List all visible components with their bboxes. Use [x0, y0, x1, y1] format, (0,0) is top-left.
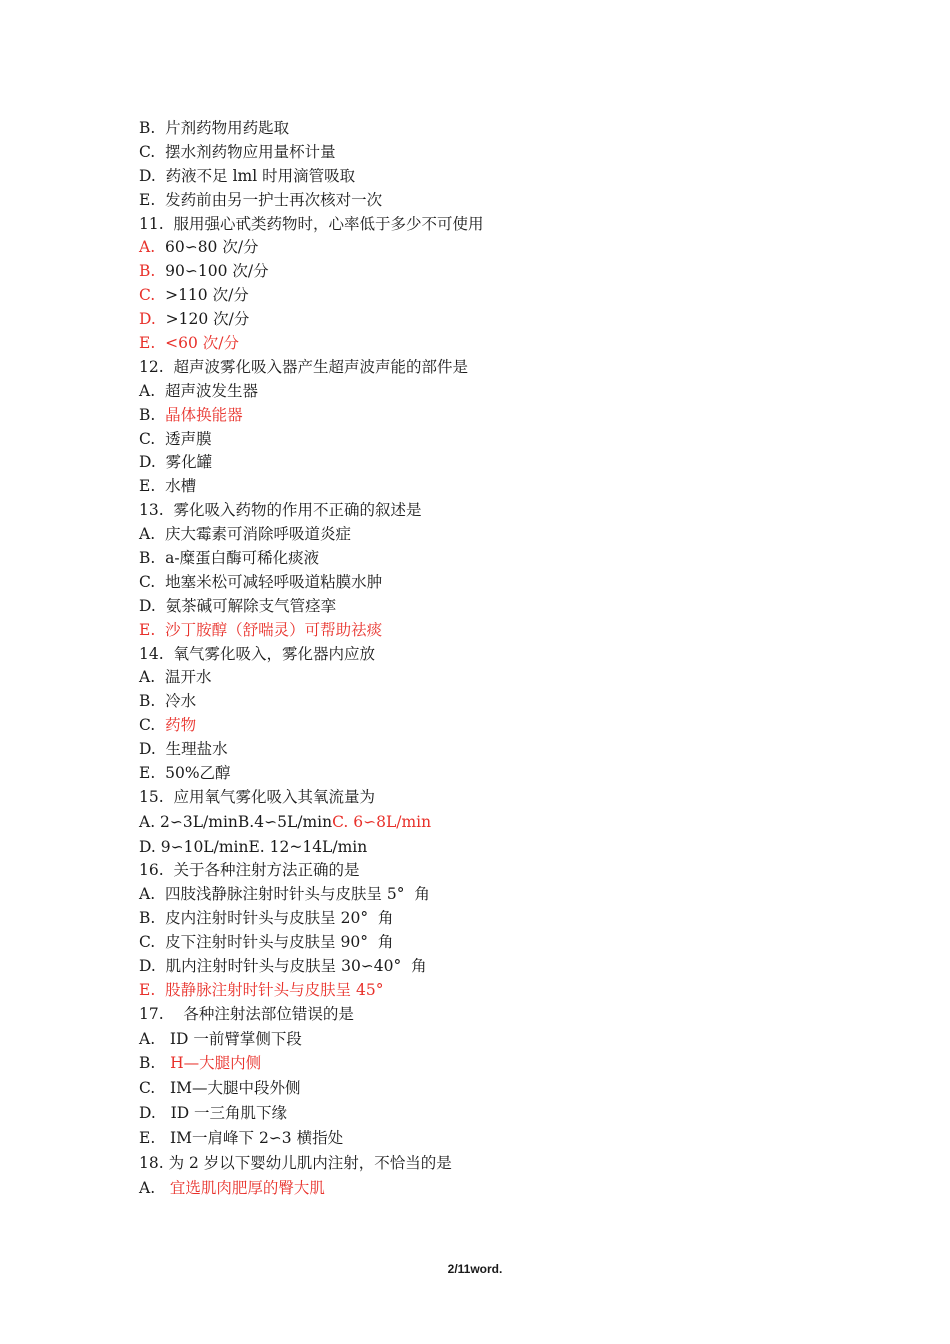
line-text: D. 9∽10L/minE. 12~14L/min — [139, 837, 368, 856]
text-line — [139, 404, 899, 428]
text-line — [139, 931, 899, 955]
text-line — [139, 356, 899, 380]
answer-text: H—大腿内侧 — [170, 1054, 262, 1073]
line-text: A. ID 一前臂掌侧下段 — [139, 1029, 302, 1048]
text-line — [139, 690, 899, 714]
text-line — [139, 786, 899, 810]
text-line — [139, 380, 899, 404]
line-text: C. 地塞米松可减轻呼吸道粘膜水肿 — [139, 572, 383, 591]
line-text: C. 透声膜 — [139, 429, 212, 448]
line-text: A. 四肢浅静脉注射时针头与皮肤呈 5° 角 — [139, 885, 430, 904]
line-text: A. 温开水 — [139, 668, 212, 687]
line-text: D. 生理盐水 — [139, 740, 228, 759]
text-line — [139, 236, 899, 260]
answer-text: C. — [139, 286, 156, 305]
line-text: 90∽100 次/分 — [155, 262, 269, 281]
text-line — [139, 332, 899, 356]
text-line — [139, 714, 899, 738]
text-line — [139, 165, 899, 189]
line-text: 16. 关于各种注射方法正确的是 — [139, 861, 360, 880]
line-text: 60∽80 次/分 — [155, 238, 259, 257]
line-text: C. IM—大腿中段外侧 — [139, 1079, 301, 1098]
line-text: >110 次/分 — [155, 286, 249, 305]
answer-text: 宜选肌肉肥厚的臀大肌 — [169, 1179, 325, 1198]
line-text: B. — [139, 405, 166, 424]
line-text: D. 肌内注射时针头与皮肤呈 30∽40° 角 — [139, 956, 427, 975]
line-text: 11. 服用强心甙类药物时，心率低于多少不可使用 — [139, 214, 484, 233]
answer-text: E. 股静脉注射时针头与皮肤呈 45° — [139, 980, 384, 999]
answer-text: C. 6∽8L/min — [332, 812, 432, 831]
question-list — [139, 117, 899, 1202]
answer-text: D. — [139, 310, 156, 329]
text-line — [139, 117, 899, 141]
answer-text: 药物 — [165, 716, 197, 735]
text-line — [139, 1175, 899, 1202]
text-line — [139, 451, 899, 475]
line-text: B. 皮内注射时针头与皮肤呈 20° 角 — [139, 909, 394, 928]
text-line — [139, 1076, 899, 1101]
answer-text: A. — [139, 238, 156, 257]
line-text: D. 药液不足 lml 时用滴管吸取 — [139, 166, 356, 185]
text-line — [139, 619, 899, 643]
line-text: A. — [139, 1179, 170, 1198]
line-text: B. — [139, 1054, 171, 1073]
line-text: A. 庆大霉素可消除呼吸道炎症 — [139, 525, 351, 544]
line-text: 17. 各种注射法部位错误的是 — [139, 1004, 354, 1023]
text-line — [139, 499, 899, 523]
line-text: D. 雾化罐 — [139, 453, 213, 472]
line-text: 14. 氧气雾化吸入，雾化器内应放 — [139, 644, 376, 663]
text-line — [139, 643, 899, 667]
line-text: D. 氨茶碱可解除支气管痉挛 — [139, 596, 337, 615]
text-line — [139, 213, 899, 237]
line-text: A. 超声波发生器 — [139, 381, 258, 400]
page-footer: 2/11word. — [447, 1262, 503, 1276]
text-line — [139, 1151, 899, 1176]
text-line — [139, 955, 899, 979]
text-line — [139, 1027, 899, 1052]
line-text: C. — [139, 716, 166, 735]
text-line — [139, 907, 899, 931]
text-line — [139, 738, 899, 762]
text-line — [139, 979, 899, 1003]
text-line — [139, 523, 899, 547]
line-text: C. 摆水剂药物应用量杯计量 — [139, 142, 336, 161]
line-text: E. IM一肩峰下 2∽3 横指处 — [139, 1128, 344, 1147]
answer-text: E. 沙丁胺醇（舒喘灵）可帮助祛痰 — [139, 620, 383, 639]
text-line — [139, 810, 899, 835]
line-text: 15. 应用氧气雾化吸入其氧流量为 — [139, 787, 376, 806]
text-line — [139, 475, 899, 499]
text-line — [139, 428, 899, 452]
text-line — [139, 260, 899, 284]
line-text: >120 次/分 — [155, 310, 250, 329]
text-line — [139, 141, 899, 165]
text-line — [139, 1051, 899, 1076]
line-text: D. ID 一三角肌下缘 — [139, 1104, 288, 1123]
text-line — [139, 284, 899, 308]
text-line — [139, 189, 899, 213]
answer-text: E. <60 次/分 — [139, 334, 239, 353]
line-text: B. 片剂药物用药匙取 — [139, 119, 290, 137]
line-text: B. 冷水 — [139, 692, 197, 711]
line-text: A. 2∽3L/minB.4∽5L/min — [139, 812, 333, 831]
line-text: 18. 为 2 岁以下婴幼儿肌内注射，不恰当的是 — [139, 1153, 452, 1172]
text-line — [139, 835, 899, 860]
line-text: 12. 超声波雾化吸入器产生超声波声能的部件是 — [139, 357, 469, 376]
line-text: 13. 雾化吸入药物的作用不正确的叙述是 — [139, 501, 422, 520]
text-line — [139, 308, 899, 332]
line-text: C. 皮下注射时针头与皮肤呈 90° 角 — [139, 933, 394, 952]
text-line — [139, 1003, 899, 1027]
text-line — [139, 1126, 899, 1151]
text-line — [139, 547, 899, 571]
text-line — [139, 571, 899, 595]
text-line — [139, 1101, 899, 1126]
line-text: E. 发药前由另一护士再次核对一次 — [139, 190, 383, 209]
text-line — [139, 595, 899, 619]
text-line — [139, 859, 899, 883]
line-text: E. 水槽 — [139, 477, 197, 496]
line-text: E. 50%乙醇 — [139, 764, 231, 783]
line-text: B. a-糜蛋白酶可稀化痰液 — [139, 549, 320, 568]
answer-text: 晶体换能器 — [165, 405, 243, 424]
text-line — [139, 762, 899, 786]
text-line — [139, 666, 899, 690]
text-line — [139, 883, 899, 907]
answer-text: B. — [139, 262, 156, 281]
